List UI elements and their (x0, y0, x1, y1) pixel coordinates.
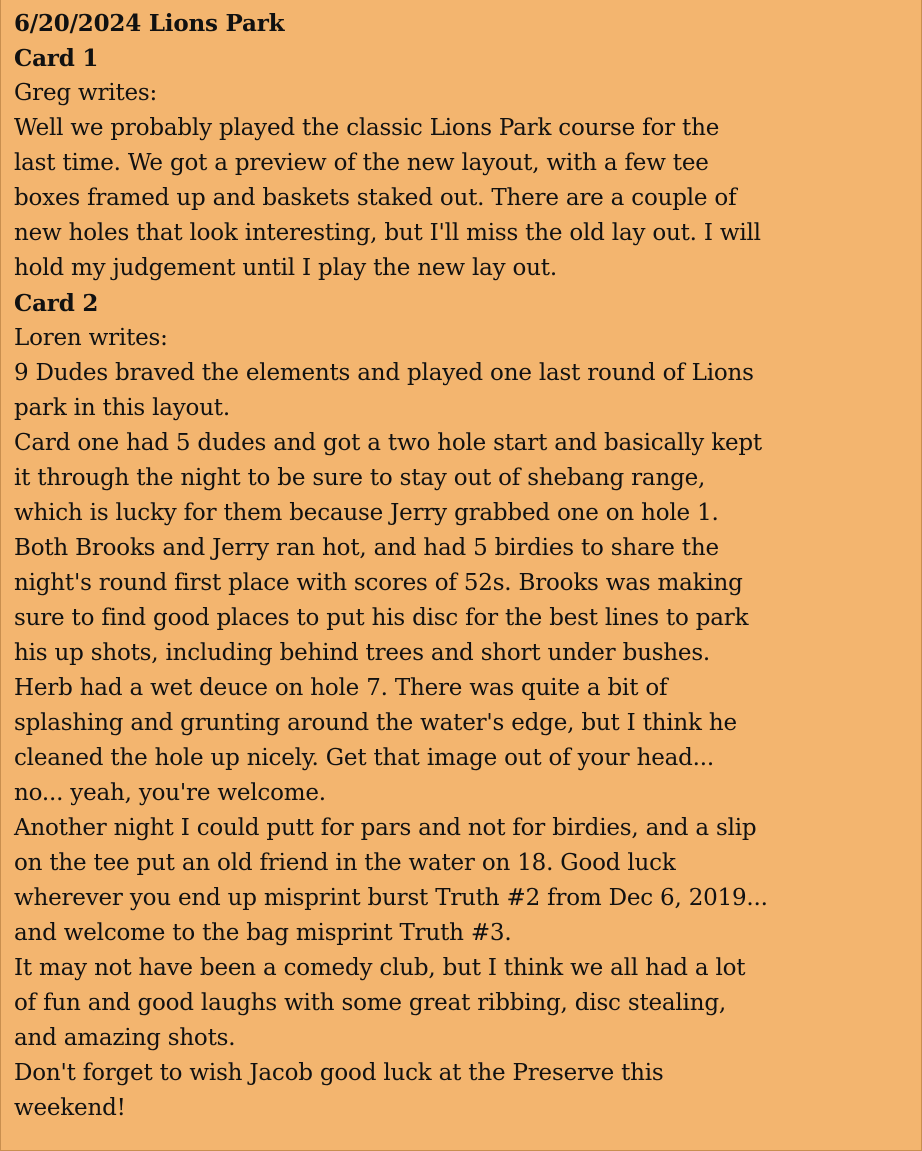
card-2-text-line: Another night I could putt for pars and not for birdies, and a slip (14, 815, 757, 841)
card-2-text-line: it through the night to be sure to stay out of shebang range, (14, 465, 706, 491)
card-1-section (14, 41, 909, 286)
card-2-text-line: no... yeah, you're welcome. (14, 780, 326, 806)
card-1-text-line: hold my judgement until I play the new lay out. (14, 255, 557, 281)
card-2-text-line: and amazing shots. (14, 1025, 236, 1051)
card-2-author: Loren writes: (14, 325, 168, 351)
card-1-heading: Card 1 (14, 45, 99, 72)
card-2-text-line: which is lucky for them because Jerry grabbed one on hole 1. (14, 500, 719, 526)
card-2-text-line: and welcome to the bag misprint Truth #3. (14, 920, 512, 946)
card-1-text-line: last time. We got a preview of the new layout, with a few tee (14, 150, 709, 176)
document-title: 6/20/2024 Lions Park (14, 10, 285, 37)
card-2-text-line: sure to find good places to put his disc for the best lines to park (14, 605, 749, 631)
card-2-text-line: splashing and grunting around the water's edge, but I think he (14, 710, 737, 736)
card-2-text-line: his up shots, including behind trees and short under bushes. (14, 640, 711, 666)
card-1-text-line: new holes that look interesting, but I'll miss the old lay out. I will (14, 220, 761, 246)
card-1-text-line: boxes framed up and baskets staked out. There are a couple of (14, 185, 737, 211)
card-2-text-line: night's round first place with scores of 52s. Brooks was making (14, 570, 743, 596)
card-2-text-line: Both Brooks and Jerry ran hot, and had 5 birdies to share the (14, 535, 719, 561)
card-1-text-line: Well we probably played the classic Lions Park course for the (14, 115, 720, 141)
card-2-text-line: wherever you end up misprint burst Truth #2 from Dec 6, 2019... (14, 885, 768, 911)
card-1-author: Greg writes: (14, 80, 158, 106)
card-2-heading: Card 2 (14, 290, 99, 317)
card-2-text-line: Card one had 5 dudes and got a two hole start and basically kept (14, 430, 762, 456)
card-2-text-line: on the tee put an old friend in the water on 18. Good luck (14, 850, 676, 876)
card-2-text-line: weekend! (14, 1095, 126, 1121)
card-2-section (14, 286, 909, 1126)
card-2-text-line: cleaned the hole up nicely. Get that image out of your head... (14, 745, 714, 771)
card-2-text-line: Don't forget to wish Jacob good luck at the Preserve this (14, 1060, 664, 1086)
card-2-text-line: park in this layout. (14, 395, 230, 421)
card-2-text-line: Herb had a wet deuce on hole 7. There was quite a bit of (14, 675, 668, 701)
card-2-text-line: of fun and good laughs with some great ribbing, disc stealing, (14, 990, 726, 1016)
card-2-text-line: 9 Dudes braved the elements and played one last round of Lions (14, 360, 754, 386)
card-2-text-line: It may not have been a comedy club, but I think we all had a lot (14, 955, 746, 981)
